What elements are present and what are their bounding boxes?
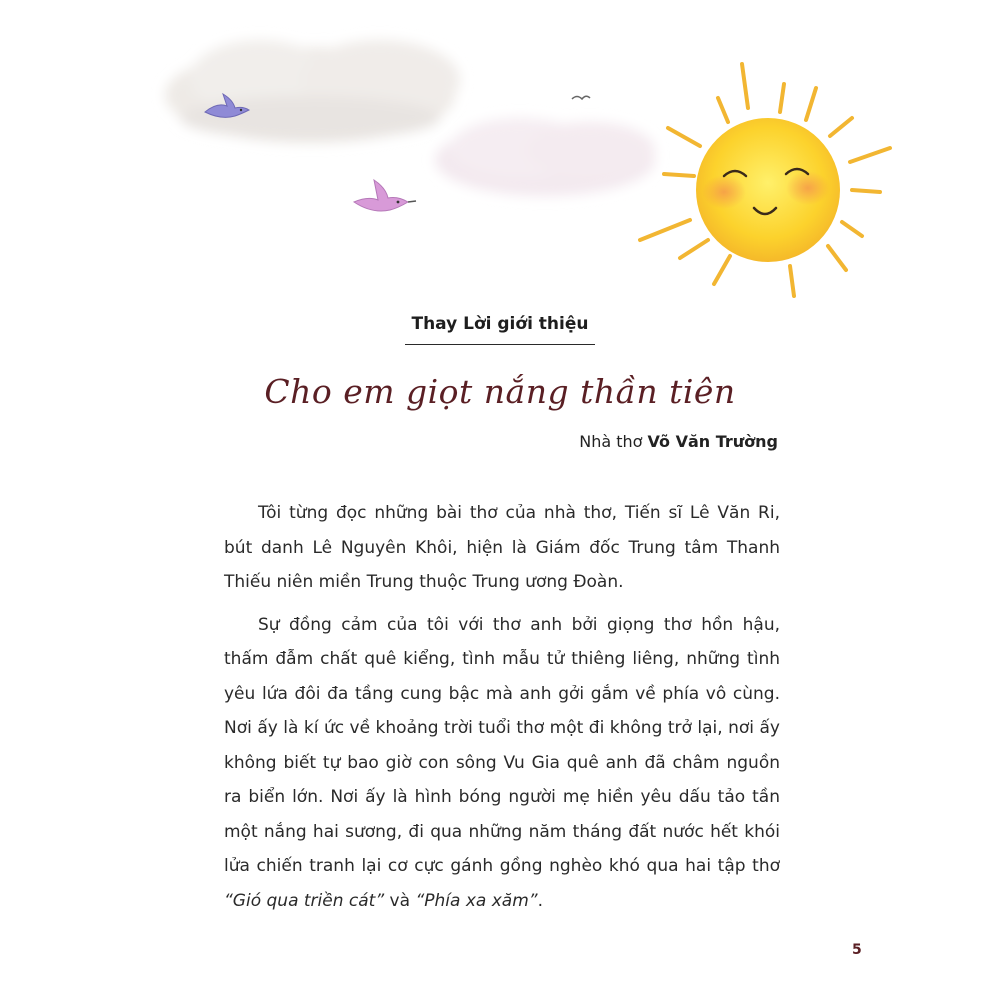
author-name: Võ Văn Trường <box>647 432 778 451</box>
author-prefix: Nhà thơ <box>579 432 648 451</box>
page-number: 5 <box>852 942 862 958</box>
book-title: “Gió qua triền cát” <box>224 890 385 911</box>
paragraph-text: Sự đồng cảm của tôi với thơ anh bởi giọng thơ hồn hậu, thấm đẫm chất quê kiểng, tình mẫu tử thiêng liêng, những tình yêu lứa đôi đa tầng cung bậc mà anh gởi gắm về phía vô cùng. Nơi ấy là kí ức về khoảng trời tuổi thơ một đi không trở lại, nơi ấy không biết tự bao giờ con sông Vu Gia quê anh đã châm nguồn ra biển lớn. Nơi ấy là hình bóng người mẹ hiền yêu dấu tảo tần một nắng hai sương, đi qua những năm tháng đất nước hết khói lửa chiến tranh lại cơ cực gánh gồng nghèo khó qua hai tập thơ <box>224 614 780 876</box>
bird-icon <box>354 180 416 211</box>
bird-icon <box>572 96 590 99</box>
author-line <box>579 432 778 451</box>
header-illustration <box>0 0 1000 310</box>
book-title: “Phía xa xăm” <box>415 890 538 911</box>
cloud-icon <box>165 40 460 143</box>
section-label <box>0 314 1000 345</box>
paragraph: Tôi từng đọc những bài thơ của nhà thơ, Tiến sĩ Lê Văn Ri, bút danh Lê Nguyên Khôi, hiện là Giám đốc Trung tâm Thanh Thiếu niên miền Trung thuộc Trung ương Đoàn. <box>224 503 780 592</box>
cloud-icon <box>435 118 655 196</box>
page-title: Cho em giọt nắng thần tiên <box>264 372 736 411</box>
body-text <box>224 496 780 926</box>
sun-icon <box>640 64 890 296</box>
section-label-text: Thay Lời giới thiệu <box>405 314 594 345</box>
paragraph <box>224 608 780 919</box>
sentence-end: . <box>537 890 543 911</box>
conjunction: và <box>384 890 416 911</box>
